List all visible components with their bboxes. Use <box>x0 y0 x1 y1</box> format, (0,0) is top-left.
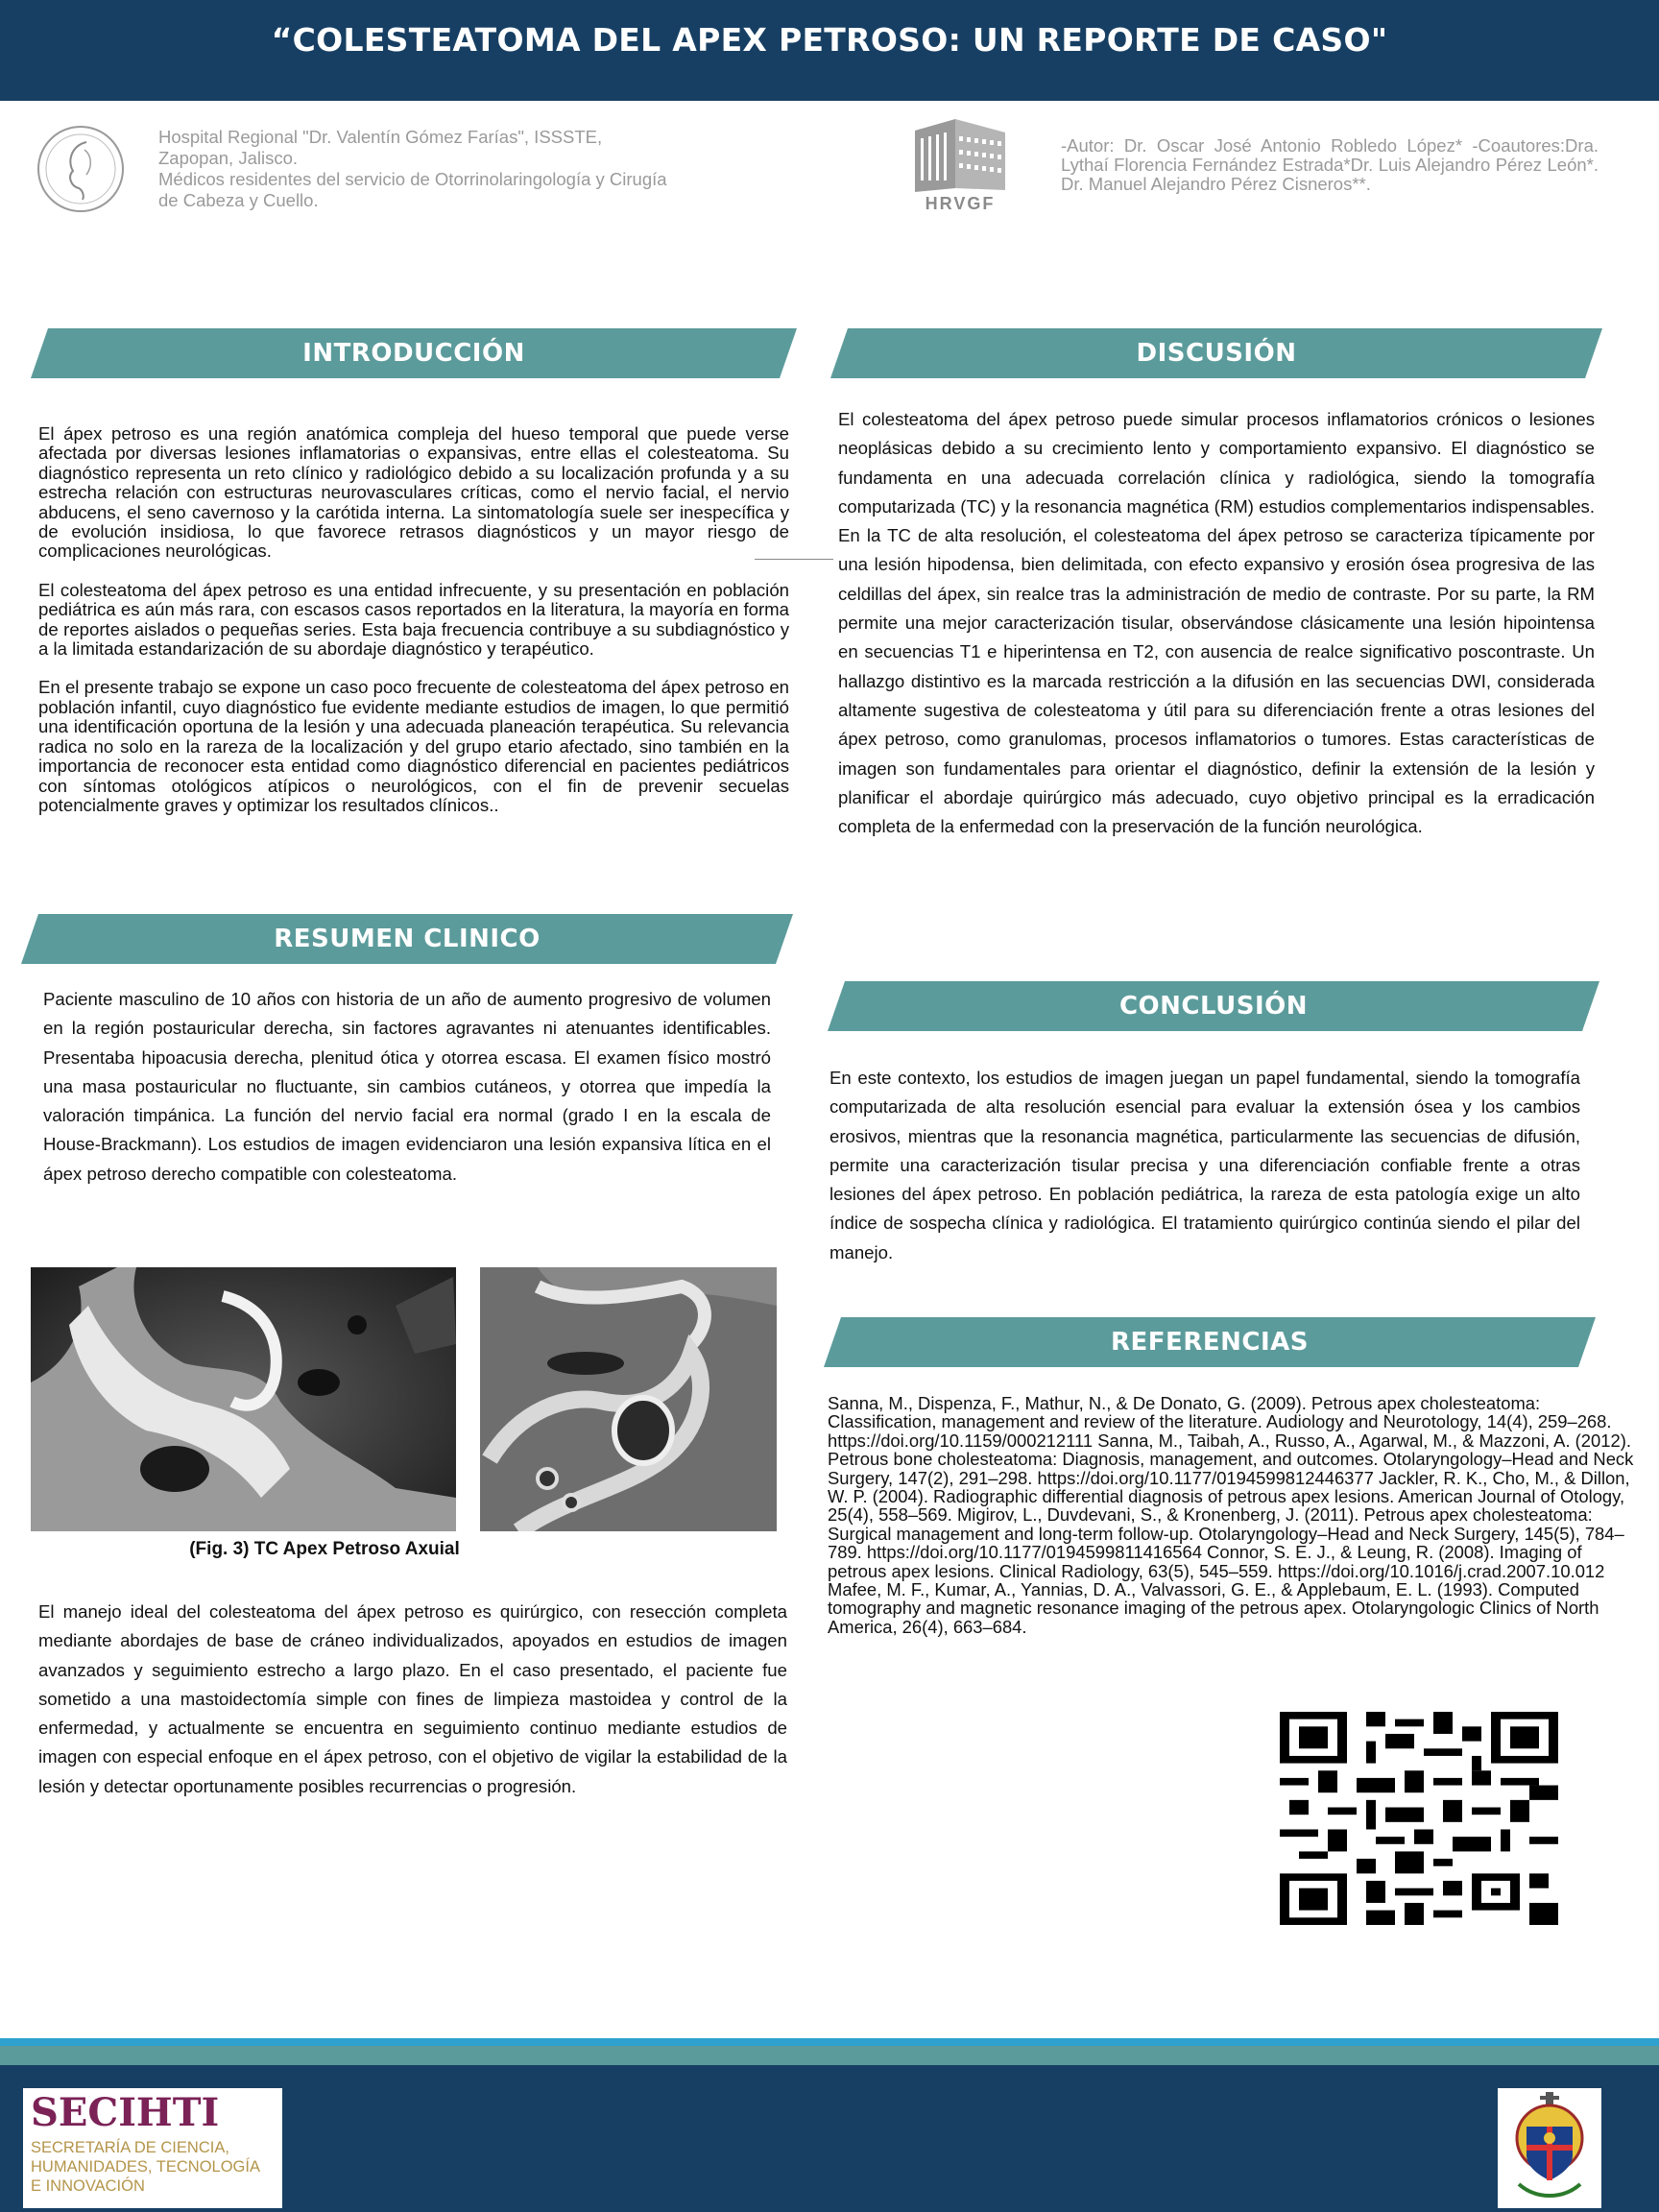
intro-paragraph: En el presente trabajo se expone un caso poco frecuente de colesteatoma del ápex petroso en población infantil, cuyo diagnóstico fue evidente mediante estudios de imagen, lo que permitió una identificación oportuna de la lesión y una adecuada planeación terapéutica. Su relevancia radica no solo en la rareza de la localización y del grupo etario afectado, sino también en la importancia de reconocer esta entidad como diagnóstico diferencial en pacientes pediátricos con síntomas otológicos atípicos o neurológicos, con el fin de prevenir secuelas potencialmente graves y optimizar los resultados clínicos.. <box>38 677 789 815</box>
ct-image-left <box>31 1267 456 1531</box>
hrvgf-logo-text: HRVGF <box>925 194 996 213</box>
banner-resumen-clinico <box>21 914 793 964</box>
footer-accent-strip <box>0 2038 1659 2046</box>
authors-block: -Autor: Dr. Oscar José Antonio Robledo López* -Coautores:Dra. Lythaí Florencia Fernández Estrada*Dr. Luis Alejandro Pérez León*. Dr. Manuel Alejandro Pérez Cisneros**. <box>1061 135 1599 194</box>
secihti-line: SECRETARÍA DE CIENCIA, <box>31 2139 229 2156</box>
hospital-affiliation <box>158 127 792 211</box>
discusion-text: El colesteatoma del ápex petroso puede simular procesos inflamatorios crónicos o lesiones neoplásicas debido a su crecimiento lento y comportamiento expansivo. El diagnóstico se fundamenta en una adecuada correlación clínica y radiológica, siendo la tomografía computarizada (TC) y la resonancia magnética (RM) estudios complementarios indispensables. En la TC de alta resolución, el colesteatoma del ápex petroso se caracteriza típicamente por una lesión hipodensa, bien delimitada, con efecto expansivo y erosión ósea progresiva de las celdillas del ápex, sin realce tras la administración de medio de contraste. Por su parte, la RM permite una mejor caracterización tisular, observándose clásicamente una lesión hipointensa en secuencias T1 e hiperintensa en T2, con ausencia de realce significativo poscontraste. Un hallazgo distintivo es la marcada restricción a la difusión en las secuencias DWI, considerada altamente sugestiva de colesteatoma y útil para su diferenciación frente a otras lesiones del ápex petroso, como granulomas, procesos inflamatorios o tumores. Estas características de imagen son fundamentales para orientar el diagnóstico, definir la extensión de la lesión y planificar el abordaje quirúrgico más adecuado, cuyo objetivo principal es la erradicación completa de la enfermedad con la preservación de la función neurológica. <box>838 409 1595 837</box>
intro-paragraph: El ápex petroso es una región anatómica compleja del hueso temporal que puede verse afectada por diversas lesiones inflamatorias o expansivas, entre ellas el colesteatoma. Su diagnóstico representa un reto clínico y radiológico debido a su localización profunda y a su estrecha relación con estructuras neurovasculares críticas, como el nervio facial, el nervio abducens, el seno cavernoso y la carótida interna. La sintomatología suele ser inespecífica y de evolución insidiosa, lo que favorece retrasos diagnósticos y un mayor riesgo de complicaciones neurológicas. <box>38 423 789 562</box>
secihti-line: HUMANIDADES, TECNOLOGÍA <box>31 2158 260 2176</box>
university-crest-logo <box>1498 2088 1601 2208</box>
resumen-text: Paciente masculino de 10 años con historia de un año de aumento progresivo de volumen en la región postauricular derecha, sin factores agravantes ni atenuantes identificables. Presentaba hipoacusia derecha, plenitud ótica y otorrea escasa. El examen físico mostró una masa postauricular no fluctuante, sin cambios cutáneos, y otorrea que impedía la valoración timpánica. La función del nervio facial era normal (grado I en la escala de House-Brackmann). Los estudios de imagen evidenciaron una lesión expansiva lítica en el ápex petroso derecho compatible con colesteatoma. <box>43 989 771 1184</box>
secihti-subtitle <box>31 2138 282 2196</box>
hospital-line: de Cabeza y Cuello. <box>158 190 319 210</box>
secihti-line: E INNOVACIÓN <box>31 2177 145 2195</box>
introduccion-text <box>38 424 789 834</box>
secihti-logo <box>23 2088 282 2208</box>
hrvgf-building-logo <box>898 113 1022 215</box>
section-title-resumen: RESUMEN CLINICO <box>274 925 541 953</box>
section-title-referencias: REFERENCIAS <box>1111 1328 1309 1357</box>
qr-code[interactable] <box>1280 1712 1558 1925</box>
stray-rule <box>755 559 833 560</box>
hospital-line: Médicos residentes del servicio de Otorrinolaringología y Cirugía <box>158 169 667 189</box>
intro-paragraph: El colesteatoma del ápex petroso es una entidad infrecuente, y su presentación en población pediátrica es aún más rara, con escasos casos reportados en la literatura, la mayoría en forma de reportes aislados o pequeñas series. Esta baja frecuencia contribuye a su subdiagnóstico y a la limitada estandarización de su abordaje diagnóstico y terapéutico. <box>38 579 789 660</box>
figure-caption: (Fig. 3) TC Apex Petroso Axuial <box>189 1539 460 1559</box>
hospital-seal-logo <box>29 123 132 215</box>
banner-referencias <box>824 1317 1596 1367</box>
banner-conclusion <box>828 981 1599 1031</box>
title-banner <box>0 0 1659 101</box>
secihti-brand: SECIHTI <box>31 2090 220 2135</box>
banner-discusion <box>830 328 1602 378</box>
manejo-text: El manejo ideal del colesteatoma del ápex petroso es quirúrgico, con resección completa mediante abordajes de base de cráneo individualizados, apoyados en estudios de imagen avanzados y seguimiento estrecho a largo plazo. En el caso presentado, el paciente fue sometido a una mastoidectomía simple con fines de limpieza mastoidea y control de la enfermedad, y actualmente se encuentra en seguimiento continuo mediante estudios de imagen con especial enfoque en el ápex petroso, con el objetivo de vigilar la estabilidad de la lesión y detectar oportunamente posibles recurrencias o progresión. <box>38 1601 787 1796</box>
hospital-line: Zapopan, Jalisco. <box>158 148 299 168</box>
section-title-discusion: DISCUSIÓN <box>1136 339 1297 368</box>
footer-teal-strip <box>0 2046 1659 2065</box>
section-title-introduccion: INTRODUCCIÓN <box>302 339 525 368</box>
poster-title: “COLESTEATOMA DEL APEX PETROSO: UN REPORTE DE CASO" <box>271 21 1388 59</box>
ct-image-right <box>480 1267 777 1531</box>
banner-introduccion <box>31 328 797 378</box>
hospital-line: Hospital Regional "Dr. Valentín Gómez Farías", ISSSTE, <box>158 127 603 147</box>
conclusion-text: En este contexto, los estudios de imagen juegan un papel fundamental, siendo la tomografía computarizada de alta resolución esencial para evaluar la extensión ósea y los cambios erosivos, mientras que la resonancia magnética, particularmente las secuencias de difusión, permite una caracterización tisular precisa y una diferenciación confiable frente a otras lesiones del ápex petroso. En población pediátrica, la rareza de esta patología exige un alto índice de sospecha clínica y radiológica. El tratamiento quirúrgico continúa siendo el pilar del manejo. <box>830 1068 1580 1262</box>
section-title-conclusion: CONCLUSIÓN <box>1118 992 1309 1021</box>
referencias-text: Sanna, M., Dispenza, F., Mathur, N., & De Donato, G. (2009). Petrous apex cholesteatoma: Classification, management and review of the literature. Audiology and Neurotology, 14(4), 259–268. https://doi.org/10.1159/000212111 Sanna, M., Taibah, A., Russo, A., Agarwal, M., & Mazzoni, A. (2012). Petrous bone cholesteatoma: Diagnosis, management, and outcomes. Otolaryngology–Head and Neck Surgery, 147(2), 291–298. https://doi.org/10.1177/0194599812446377 Jackler, R. K., Cho, M., & Dillon, W. P. (2004). Radiographic differential diagnosis of petrous apex lesions. American Journal of Otology, 25(4), 558–569. Migirov, L., Duvdevani, S., & Kronenberg, J. (2011). Petrous apex cholesteatoma: Surgical management and long-term follow-up. Otolaryngology–Head and Neck Surgery, 145(5), 784–789. https://doi.org/10.1177/0194599811416564 Connor, S. E. J., & Leung, R. (2008). Imaging of petrous apex lesions. Clinical Radiology, 63(5), 545–559. https://doi.org/10.1016/j.crad.2007.10.012 Mafee, M. F., Kumar, A., Yannias, D. A., Valvassori, G. E., & Applebaum, E. L. (1993). Computed tomography and magnetic resonance imaging of the petrous apex. Otolaryngologic Clinics of North America, 26(4), 663–684. <box>828 1393 1634 1637</box>
